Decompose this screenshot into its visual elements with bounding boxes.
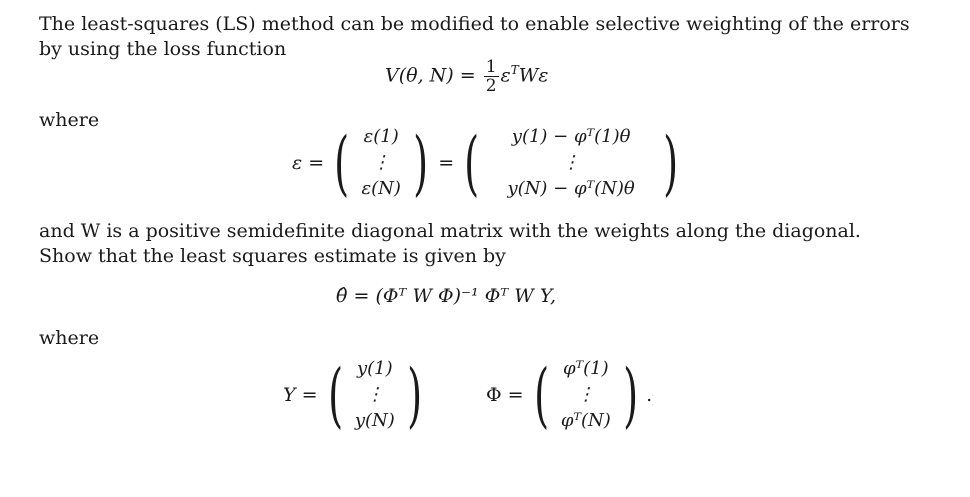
fraction-numerator: 1 (485, 57, 497, 77)
phi-vector-column (555, 356, 617, 434)
right-paren: ) (406, 354, 422, 436)
y-definition (283, 356, 428, 434)
y-vector-row-1: y(1) (356, 358, 393, 379)
epsilon-definition (292, 124, 684, 202)
epsilon-equals: = (438, 152, 455, 174)
residual-dots: ⋮ (562, 152, 581, 173)
phi-vector-dots: ⋮ (576, 384, 595, 405)
intro-paragraph: The least-squares (LS) method can be modified to enable selective weighting of the errors by using the loss function (39, 13, 910, 60)
loss-rhs-tail: Wε (518, 64, 549, 87)
residual-row-1: y(1) − φᵀ(1)θ (511, 126, 631, 147)
phi-vector (528, 356, 645, 434)
y-vector-row-n: y(N) (354, 410, 395, 431)
y-vector-dots: ⋮ (365, 384, 384, 405)
phi-vector-row-n: φᵀ(N) (560, 410, 611, 431)
residual-row-n: y(N) − φᵀ(N)θ (507, 178, 635, 199)
one-half-fraction (484, 58, 499, 95)
loss-epsilon: ε (500, 64, 511, 87)
y-vector-column (349, 356, 401, 434)
epsilon-vector-column (355, 124, 406, 202)
epsilon-vector-row-n: ε(N) (361, 178, 401, 199)
phi-vector-row-1: φᵀ(1) (563, 358, 609, 379)
phi-lhs: Φ = (486, 384, 524, 406)
y-vector (322, 356, 429, 434)
y-lhs: Y = (283, 384, 318, 406)
phi-definition (486, 356, 652, 434)
middle-paragraph: and W is a positive semidefinite diagonal matrix with the weights along the diagonal. Show that the least squares estimate is given by (39, 220, 861, 267)
left-paren: ( (533, 354, 549, 436)
right-paren: ) (622, 354, 638, 436)
residual-vector-column (485, 124, 656, 202)
epsilon-vector-row-1: ε(1) (363, 126, 399, 147)
right-paren: ) (413, 122, 429, 204)
residual-vector (458, 124, 684, 202)
loss-function-equation (385, 58, 548, 95)
loss-lhs: V(θ, N) = (385, 64, 476, 87)
estimate-equation: θ̂ = (Φᵀ W Φ)⁻¹ Φᵀ W Y, (336, 285, 556, 307)
left-paren: ( (464, 122, 480, 204)
where-label-2: where (39, 327, 100, 349)
loss-transpose: T (510, 63, 519, 78)
fraction-denominator: 2 (485, 76, 497, 96)
epsilon-lhs: ε = (292, 152, 325, 174)
left-paren: ( (334, 122, 350, 204)
epsilon-vector-dots: ⋮ (372, 152, 391, 173)
right-paren: ) (662, 122, 678, 204)
where-label-1: where (39, 109, 100, 131)
epsilon-vector (328, 124, 434, 202)
phi-period: . (646, 384, 653, 406)
left-paren: ( (327, 354, 343, 436)
